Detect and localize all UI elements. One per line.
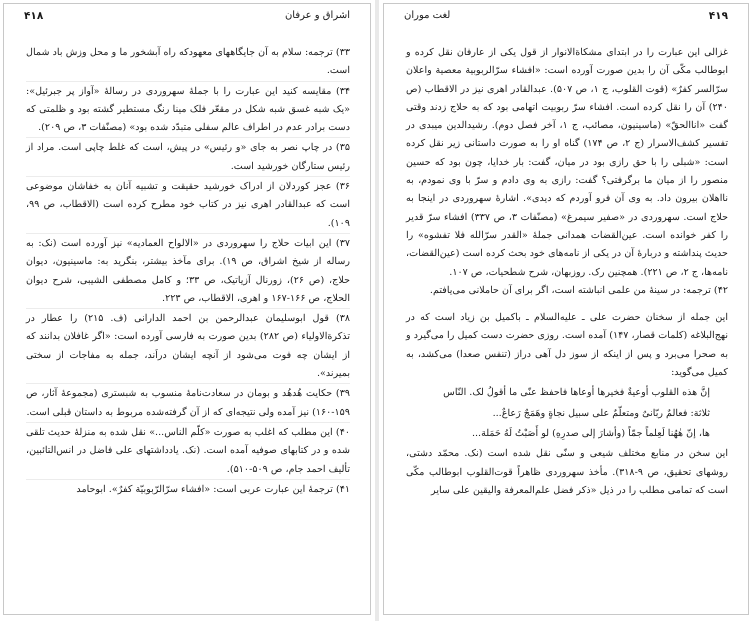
right-page-body (406, 44, 728, 606)
page-number: ۴۱۸ (24, 10, 44, 22)
arabic-quote-line-2: ثلاثة: فعالمٌ ربّانیٌ ومتعلّمٌ علی سبیل نجاةٍ وهَمَجٌ رَعاعٌ... (492, 407, 710, 419)
note-33: ۳۳) ترجمه: سلام به آن جایگاههای معهودکه راه آبشخور ما و محل وزش باد شمال است. (26, 47, 350, 77)
note-42: ۴۲) ترجمه: در سینهٔ من علمی انباشته است، اگر برای آن حاملانی می‌یافتم. (429, 284, 728, 296)
running-title: لغت موران (404, 10, 451, 21)
paragraph-closing: این سخن در منابع مختلف شیعی و سنّی نقل شده است (نک. محمّد دشتی، روشهای تحقیق، ص ۹-۳۱۸). مأخذ سهروردی ظاهراً قوت‌القلوب ابوطالب مکّی است که تمامی مطلب را در ذیل «ذکر فضل علم‌المعرفة والیقین علی سایر (406, 448, 728, 496)
right-page-header (404, 10, 728, 26)
left-page-header (24, 10, 350, 26)
note-38: ۳۸) قول ابوسلیمان عبدالرحمن بن احمد الدارانی (ف. ۲۱۵) را عطار در تذکرةالاولیاء (ص ۲۸۲) بدین صورت به فارسی آورده است: «اگر غافلان بدانند که از ایشان چه فوت می‌شود از آنچه ایشان دراَند، جمله به مفاجات از سختی بمیرند». (26, 308, 350, 383)
arabic-quote-line-1: إنَّ هذه القلوب أوعیةٌ فخیرها أوعاها فاحفظ عنّی ما أقولُ لک. النّاس (443, 387, 710, 399)
note-39: ۳۹) حکایت هُدهُد و بومان در سعادت‌نامهٔ منسوب به شبستری (مجموعهٔ آثار، ص ۱۵۹-۱۶۰) نیز آمده ولی نتیجه‌ای که از آن گرفته‌شده مربوط به داستان قبلی است. (26, 383, 350, 422)
note-37: ۳۷) این ابیات حلاج را سهروردی در «الالواح العمادیه» نیز آورده است (نک: به رساله از شیخ اشراق، ص ۱۹). برای مآخذ بیشتر، بنگرید به: ماسینیون، دیوان حلاج، (ص ۲۶)، زورنال آزیاتیک، ص ۳۳؛ و کامل مصطفی الشیبی، شرح دیوان الحلاج، ص ۱۶۶-۱۶۷ و اهری، الاقطاب، ص ۲۲۳. (26, 233, 350, 308)
note-34: ۳۴) مقایسه کنید این عبارت را با جملهٔ سهروردی در رسالهٔ «آواز پر جبرئیل»: «یک شبه غسق شبه شکل در مقعّر فلک مینا رنگ مستطیر گشته بود و ظلمتی که دست برادر عدم در اطراف عالم سفلی متبدّد شده بود» (مصنّفات ۳، ص ۲۰۹). (26, 81, 350, 138)
paragraph-continuation: غزالی این عبارت را در ابتدای مشکاةالانوار از قول یکی از عارفان نقل کرده و ابوطالب مکّی آن را بدین صورت آورده است: «افشاء سرّالربوبیة معصیة واعلان سرّالسر کفرٌ» (قوت القلوب، ج ۱، ص ۵۰۷). عبدالقادر اهری نیز در الاقطاب (ص ۲۴۰) آن را نقل کرده است. افشاء سرّ ربوبیت اتهامی بود که به حلاج زدند وقتی گفت «اناالحقّ» (ماسینیون، مصائب، ج ۱، آخر فصل دوم). رشیدالدین میبدی در تفسیر کشف‌الاسرار (ج ۲، ص ۱۷۴) گناه او را به صورت داستانی زیر نقل کرده است: «شبلی را با حق رازی بود در میان، گفت: بار خدایا، چون بود که حسین منصور را از میان ما برگرفتی؟ گفت: رازی به وی دادم و سرّ با وی نمودم، به ناا‌هلان بیرون داد. به وی آن فرو آوردم که دیدی». اشارهٔ سهروردی در اینجا به حلاج است. سهروردی در «صفیر سیمرغ» (مصنّفات ۳، ص ۳۳۷) افشاء سرّ قدیر را کفر خوانده است. عین‌القضات همدانی جملهٔ «القدر سرّالله فلا تفشوه» را حدیث پنداشته و دربارهٔ آن در یکی از نامه‌های خود بحث کرده است (عین‌القضات، نامه‌ها، ج ۲، ص ۲۲۱). همچنین رک. روزبهان، شرح شطحیات، ص ۱۰۷. (406, 47, 728, 278)
page-number: ۴۱۹ (708, 10, 728, 22)
note-41: ۴۱) ترجمهٔ این عبارت عربی است: «افشاء سرّالرّبوبیّة کفرٌ». ابوحامد (26, 479, 350, 499)
note-40: ۴۰) این مطلب که اغلب به صورت «کلّم الناس...» نقل شده به منزلهٔ حدیث تلقی شده و در کتابهای صوفیه آمده است. (نک. یادداشتهای علی فاضل در انس‌التائبین، تألیف احمد جام، ص ۵۰۹-۵۱۰). (26, 422, 350, 479)
right-page (383, 3, 749, 615)
left-page-body (26, 44, 350, 606)
left-page (3, 3, 371, 615)
page-gutter (375, 0, 379, 621)
paragraph-kumayl: این جمله از سخنان حضرت علی ـ علیه‌السلام ـ باکمیل بن زیاد است که در نهج‌البلاغه (کلمات قصار، ۱۴۷) آمده است. روزی حضرت دست کمیل را می‌گیرد و به صحرا می‌برد و پس از اینکه از سوز دل آهی دراز (تنفس صعدا) می‌کشد، به کمیل می‌گوید: (406, 312, 729, 379)
running-title: اشراق و عرفان (284, 10, 350, 21)
note-36: ۳۶) عجز کوردلان از ادراک خورشید حقیقت و تشبیه آنان به خفاشان موضوعی است که عبدالقادر اهری نیز در کتاب خود مطرح کرده است (الاقطاب، ص ۹۹، ۱۰۹). (26, 176, 350, 233)
note-35: ۳۵) در چاپ نصر به جای «و رئیس» در پیش، است که غلط چاپی است. مراد از رئیس ستارگان خورشید است. (26, 137, 350, 176)
arabic-quote-line-3: ها، إنّ هٰهُنا لَعِلماً جمّاً (وأشارَ إلی صدرِهِ) لو أَصَبْتُ لَهُ حَمَلة... (471, 427, 710, 439)
